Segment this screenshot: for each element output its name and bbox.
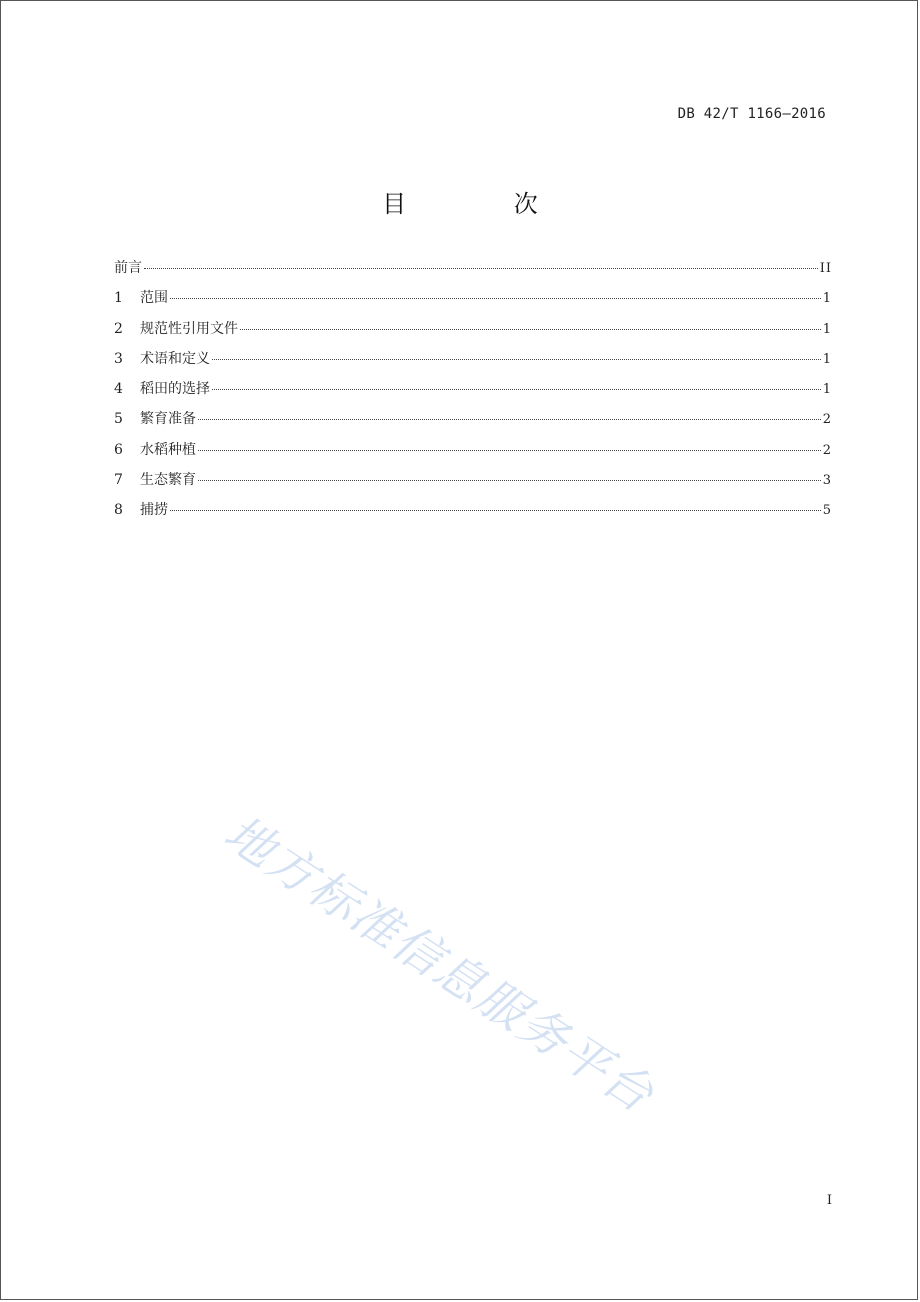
watermark: 地方标准信息服务平台 bbox=[214, 804, 665, 1125]
toc-title: 目 次 bbox=[382, 190, 588, 218]
toc-entry-label: 水稻种植 bbox=[140, 441, 196, 458]
toc-entry-page: 1 bbox=[822, 382, 832, 398]
toc-entry-page: 5 bbox=[822, 503, 832, 519]
toc-entry-page: 1 bbox=[822, 291, 832, 307]
toc-entry-page: 3 bbox=[822, 473, 832, 489]
toc-leader-dots bbox=[212, 358, 821, 360]
toc-entry-label: 规范性引用文件 bbox=[140, 320, 238, 337]
toc-entry-preface[interactable] bbox=[114, 257, 832, 287]
document-code: DB 42/T 1166—2016 bbox=[677, 106, 826, 122]
toc-leader-dots bbox=[198, 449, 821, 451]
toc-entry-number: 2 bbox=[114, 320, 123, 337]
toc-entry-page: 2 bbox=[822, 442, 832, 458]
toc-entry-6[interactable] bbox=[114, 439, 832, 469]
toc-leader-dots bbox=[144, 267, 818, 269]
toc-entry-number: 3 bbox=[114, 350, 123, 367]
toc-entry-8[interactable] bbox=[114, 499, 832, 529]
toc-entry-label: 术语和定义 bbox=[140, 350, 210, 367]
toc-list bbox=[114, 257, 832, 530]
toc-entry-page: 1 bbox=[822, 321, 832, 337]
toc-leader-dots bbox=[198, 418, 821, 420]
toc-entry-7[interactable] bbox=[114, 469, 832, 499]
toc-entry-label: 繁育准备 bbox=[140, 411, 196, 428]
toc-entry-label: 前言 bbox=[114, 260, 142, 276]
toc-entry-number: 1 bbox=[114, 290, 123, 307]
toc-leader-dots bbox=[170, 509, 821, 511]
toc-entry-page: II bbox=[819, 261, 832, 276]
toc-entry-number: 8 bbox=[114, 502, 123, 519]
toc-entry-label: 稻田的选择 bbox=[140, 381, 210, 398]
toc-entry-5[interactable] bbox=[114, 408, 832, 438]
toc-leader-dots bbox=[198, 479, 821, 481]
toc-entry-3[interactable] bbox=[114, 348, 832, 378]
toc-entry-1[interactable] bbox=[114, 287, 832, 317]
toc-entry-2[interactable] bbox=[114, 318, 832, 348]
toc-entry-number: 7 bbox=[114, 472, 123, 489]
toc-entry-number: 5 bbox=[114, 411, 123, 428]
toc-leader-dots bbox=[212, 388, 821, 390]
toc-entry-number: 6 bbox=[114, 441, 123, 458]
toc-entry-page: 1 bbox=[822, 351, 832, 367]
toc-entry-label: 捕捞 bbox=[140, 502, 168, 519]
toc-entry-4[interactable] bbox=[114, 378, 832, 408]
toc-entry-number: 4 bbox=[114, 381, 123, 398]
page-number: I bbox=[826, 1193, 832, 1208]
toc-leader-dots bbox=[170, 297, 821, 299]
toc-entry-page: 2 bbox=[822, 412, 832, 428]
toc-entry-label: 范围 bbox=[140, 290, 168, 307]
toc-entry-label: 生态繁育 bbox=[140, 472, 196, 489]
toc-leader-dots bbox=[240, 328, 821, 330]
